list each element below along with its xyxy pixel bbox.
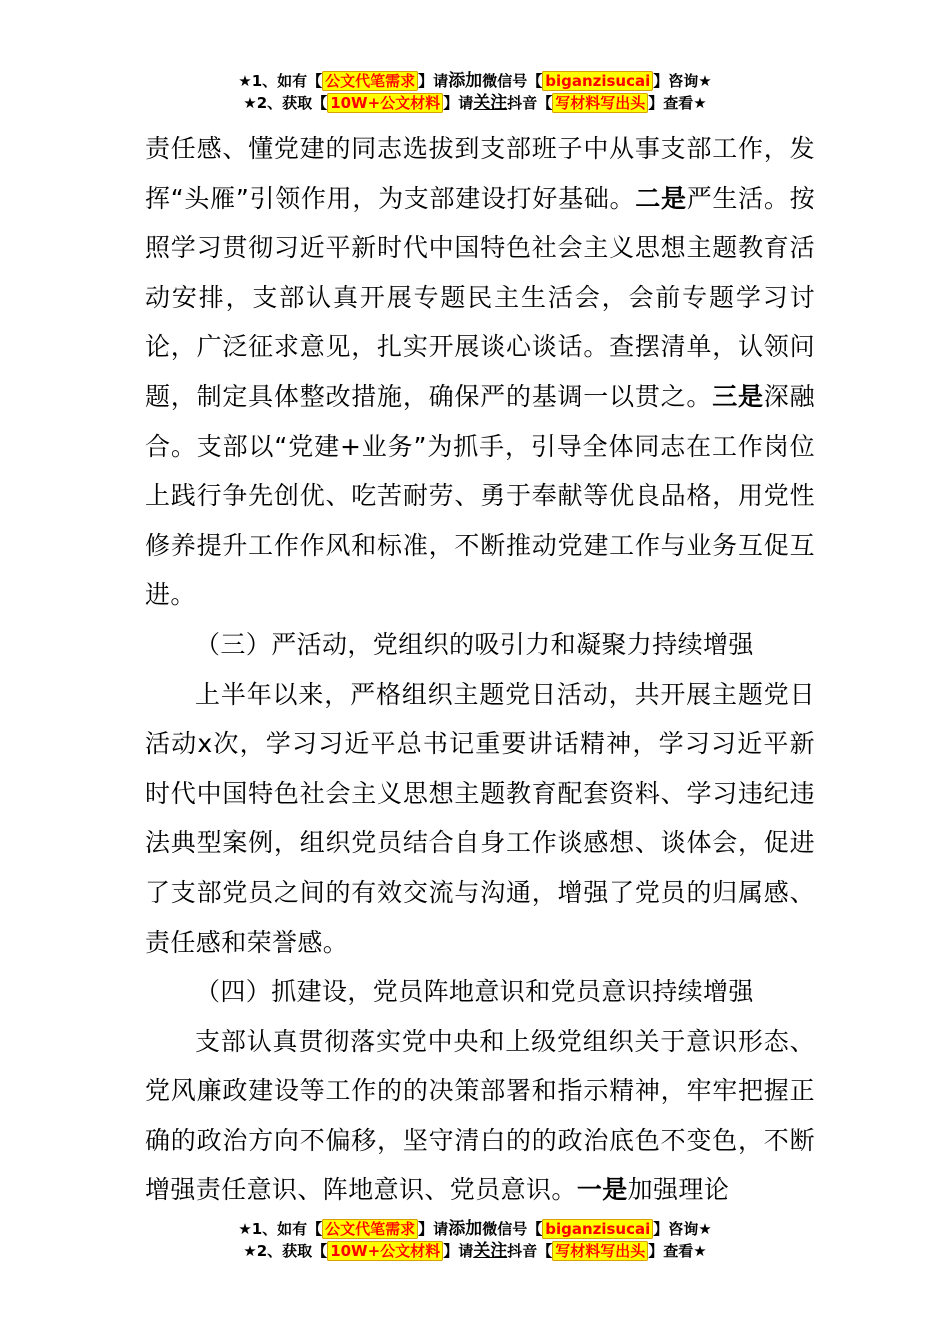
banner-text: 】查看★ [648,94,707,112]
banner-text: 微信号【 [482,72,543,90]
banner-text: ★2、获取【 [243,1242,328,1260]
banner-line-2 [0,1240,950,1262]
banner-emphasis: 添加 [448,1219,483,1239]
highlight-wechat-id: biganzisucai [542,1219,653,1239]
banner-line-2 [0,92,950,114]
highlight-materials: 10W+公文材料 [327,93,443,113]
highlight-ghostwriting: 公文代笔需求 [322,71,418,91]
highlight-materials: 10W+公文材料 [327,1241,443,1261]
paragraph-text: 严生活。按照学习贯彻习近平新时代中国特色社会主义思想主题教育活动安排，支部认真开展专题民主生活会，会前专题学习讨论，广泛征求意见，扎实开展谈心谈话。查摆清单，认领问题，制定具体整改措施，确保严的基调一以贯之。 [145,183,815,411]
banner-text: 】请 [443,94,474,112]
banner-emphasis: 关注 [473,1241,508,1261]
banner-text: 】请 [443,1242,474,1260]
banner-emphasis: 关注 [473,93,508,113]
paragraph-3 [145,1017,815,1215]
banner-text: ★2、获取【 [243,94,328,112]
highlight-douyin: 写材料写出头 [552,93,648,113]
section-heading-3: （三）严活动，党组织的吸引力和凝聚力持续增强 [195,629,754,659]
banner-text: 】咨询★ [653,1220,712,1238]
banner-text: 】请 [418,1220,449,1238]
paragraph-text: 责任感、懂党建的同志选拔到支部班子中从事支部工作，发挥“头雁”引领作用，为支部建设打好基础。 [145,134,815,213]
bold-marker: 三是 [712,381,764,411]
paragraph-1 [145,124,815,620]
paragraph-text: 支部认真贯彻落实党中央和上级党组织关于意识形态、党风廉政建设等工作的的决策部署和指示精神，牢牢把握正确的政治方向不偏移，坚守清白的的政治底色不变色，不断增强责任意识、阵地意识、党员意识。 [145,1026,815,1205]
paragraph-2: 上半年以来，严格组织主题党日活动，共开展主题党日活动x次，学习习近平总书记重要讲话精神，学习习近平新时代中国特色社会主义思想主题教育配套资料、学习违纪违法典型案例，组织党员结合自身工作谈感想、谈体会，促进了支部党员之间的有效交流与沟通，增强了党员的归属感、责任感和荣誉感。 [145,679,815,957]
bold-marker: 二是 [635,183,687,213]
banner-text: 】请 [418,72,449,90]
banner-text: 】咨询★ [653,72,712,90]
banner-text: 微信号【 [482,1220,543,1238]
banner-text: 抖音【 [507,94,553,112]
banner-text: ★1、如有【 [238,72,323,90]
header-banner [0,70,950,114]
paragraph-text: 加强理论 [627,1175,730,1205]
footer-banner [0,1218,950,1262]
banner-text: 】查看★ [648,1242,707,1260]
highlight-douyin: 写材料写出头 [552,1241,648,1261]
bold-marker: 一是 [576,1175,628,1205]
banner-text: ★1、如有【 [238,1220,323,1238]
banner-line-1 [0,1218,950,1240]
section-heading-4: （四）抓建设，党员阵地意识和党员意识持续增强 [195,977,754,1007]
highlight-ghostwriting: 公文代笔需求 [322,1219,418,1239]
document-body [145,124,815,1215]
banner-emphasis: 添加 [448,71,483,91]
paragraph-text: 深融合。支部以“党建+业务”为抓手，引导全体同志在工作岗位上践行争先创优、吃苦耐劳、勇于奉献等优良品格，用党性修养提升工作作风和标准，不断推动党建工作与业务互促互进。 [145,381,815,610]
banner-text: 抖音【 [507,1242,553,1260]
highlight-wechat-id: biganzisucai [542,71,653,91]
banner-line-1 [0,70,950,92]
